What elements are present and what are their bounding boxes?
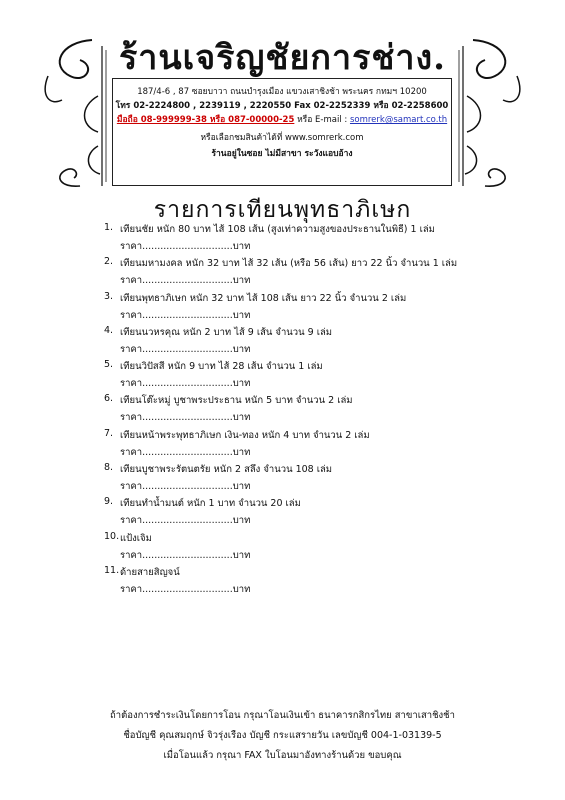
item-price: ราคา..............................บาท — [120, 412, 251, 424]
item-price: ราคา..............................บาท — [120, 549, 251, 561]
list-item — [104, 222, 544, 256]
shop-website: หรือเลือกชมสินค้าได้ที่ www.somrerk.com — [200, 133, 364, 143]
item-number: 5. — [104, 359, 114, 371]
footer-line-3: เมื่อโอนแล้ว กรุณา FAX ใบโอนมาอังทางร้านด้วย ขอบคุณ — [163, 750, 402, 761]
item-number: 6. — [104, 393, 114, 405]
item-name: เทียนนวหรคุณ หนัก 2 บาท ไส้ 9 เส้น จำนวน 9 เล่ม — [120, 326, 333, 338]
list-item — [104, 428, 544, 462]
shop-name: ร้านเจริญชัยการช่าง. — [119, 38, 446, 78]
email-link[interactable]: somrerk@samart.co.th — [349, 115, 448, 125]
list-item — [104, 496, 544, 530]
item-number: 3. — [104, 290, 114, 302]
item-price: ราคา..............................บาท — [120, 446, 251, 458]
item-name: เทียนมหามงคล หนัก 32 บาท ไส้ 32 เส้น (หรือ 56 เส้น) ยาว 22 นิ้ว จำนวน 1 เล่ม — [120, 258, 458, 270]
list-item — [104, 291, 544, 325]
item-price: ราคา..............................บาท — [120, 515, 251, 527]
list-title: รายการเทียนพุทธาภิเษก — [153, 197, 412, 223]
item-name: ด้ายสายสิญจน์ — [120, 566, 180, 578]
shop-address: 187/4-6 , 87 ซอยบาวา ถนนบำรุงเมือง แขวงเสาชิงช้า พระนคร กทมฯ 10200 — [137, 87, 427, 97]
item-name: เทียนบูชาพระรัตนตรัย หนัก 2 สลึง จำนวน 108 เล่ม — [120, 464, 333, 476]
item-price: ราคา..............................บาท — [120, 378, 251, 390]
payment-footer — [0, 706, 565, 766]
item-price: ราคา..............................บาท — [120, 583, 251, 595]
item-name: เทียนโต๊ะหมู่ บูชาพระประธาน หนัก 5 บาท จำนวน 2 เล่ม — [120, 395, 353, 407]
item-number: 4. — [104, 324, 114, 336]
list-item — [104, 325, 544, 359]
item-number: 7. — [104, 427, 114, 439]
list-item — [104, 531, 544, 565]
email-prefix: หรือ E-mail : — [297, 115, 348, 125]
list-item — [104, 359, 544, 393]
item-price: ราคา..............................บาท — [120, 241, 251, 252]
list-item — [104, 393, 544, 427]
shop-notice: ร้านอยู่ในซอย ไม่มีสาขา ระวังแอบอ้าง — [211, 149, 353, 159]
item-name: เทียนหน้าพระพุทธาภิเษก เงิน-ทอง หนัก 4 บาท จำนวน 2 เล่ม — [120, 429, 370, 441]
item-list — [104, 222, 544, 599]
item-number: 10. — [104, 530, 120, 542]
footer-line-1: ถ้าต้องการชำระเงินโดยการโอน กรุณาโอนเงินเข้า ธนาคารกสิกรไทย สาขาเสาชิงช้า — [110, 710, 455, 721]
shop-mobile: มือถือ 08-999999-38 หรือ 087-00000-25 — [116, 115, 295, 125]
shop-contact-line — [113, 113, 451, 127]
item-number: 8. — [104, 462, 114, 474]
item-name: เทียนชัย หนัก 80 บาท ไส้ 108 เส้น (สูงเท่าความสูงของประธานในพิธี) 1 เล่ม — [120, 224, 435, 235]
list-item — [104, 462, 544, 496]
shop-info-box — [112, 78, 452, 186]
item-name: เทียนวิปัสสี หนัก 9 บาท ไส้ 28 เส้น จำนวน 1 เล่ม — [120, 361, 323, 373]
list-item — [104, 565, 544, 599]
list-item — [104, 256, 544, 290]
item-name: เทียนทำน้ำมนต์ หนัก 1 บาท จำนวน 20 เล่ม — [120, 498, 301, 510]
item-price: ราคา..............................บาท — [120, 481, 251, 493]
item-price: ราคา..............................บาท — [120, 343, 251, 355]
item-name: แป้งเจิม — [120, 532, 152, 544]
item-price: ราคา..............................บาท — [120, 309, 251, 321]
item-price: ราคา..............................บาท — [120, 275, 251, 287]
shop-phone: โทร 02-2224800 , 2239119 , 2220550 Fax 02-2252339 หรือ 02-2258600 — [115, 101, 449, 111]
item-number: 2. — [104, 256, 114, 268]
item-number: 11. — [104, 564, 120, 576]
footer-line-2: ชื่อบัญชี คุณสมฤกษ์ จิวรุ่งเรือง บัญชี กระแสรายวัน เลขบัญชี 004-1-03139-5 — [123, 730, 442, 741]
item-number: 9. — [104, 496, 114, 508]
item-name: เทียนพุทธาภิเษก หนัก 32 บาท ไส้ 108 เส้น ยาว 22 นิ้ว จำนวน 2 เล่ม — [120, 292, 407, 304]
item-number: 1. — [104, 222, 114, 233]
